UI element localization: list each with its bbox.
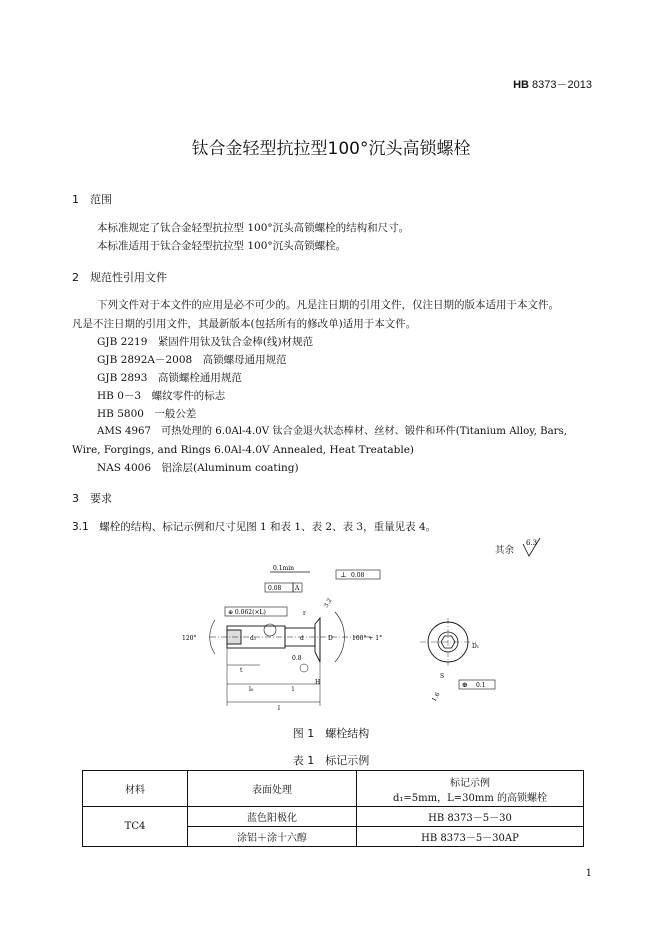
label-t: t	[240, 667, 243, 674]
refs-intro-2: 凡是不注日期的引用文件，其最新版本(包括所有的修改单)适用于本文件。	[72, 318, 417, 330]
label-l0: l₀	[249, 686, 254, 693]
cell-surface: 涂铝＋涂十六醇	[188, 827, 357, 847]
label-datum: A	[295, 585, 300, 592]
label-3-2: 3.2	[322, 597, 334, 609]
bolt-structure-drawing	[170, 560, 500, 720]
label-perp: 0.08	[351, 572, 365, 579]
label-D: D	[328, 635, 333, 642]
bolt-body	[210, 618, 370, 662]
label-D1: D₁	[472, 643, 480, 650]
ref-item: NAS 4006 铝涂层(Aluminum coating)	[97, 462, 299, 474]
clause-3-1	[72, 518, 436, 536]
label-angle-100: 100° + 1°	[352, 635, 383, 642]
label-r: r	[303, 610, 306, 617]
label-angle-120: 120°	[182, 635, 197, 642]
ref-item: HB 5800 一般公差	[97, 408, 197, 420]
label-tol2: 0.08	[268, 585, 282, 592]
section-1-heading: 1 范围	[72, 193, 112, 206]
svg-text:⊕: ⊕	[462, 681, 468, 689]
clause-text: 螺栓的结构、标记示例和尺寸见图 1 和表 1、表 2、表 3，重量见表 4。	[99, 521, 437, 533]
label-d: d	[300, 635, 304, 642]
header-mark: 标记示例 d₁=5mm，L=30mm 的高锁螺栓	[357, 771, 584, 807]
table-header-row	[83, 771, 584, 807]
page-number: 1	[585, 868, 592, 879]
figure-caption: 图 1 螺栓结构	[292, 727, 370, 740]
cell-material: TC4	[83, 807, 188, 847]
refs-intro-1: 下列文件对于本文件的应用是必不可少的。凡是注日期的引用文件，仅注日期的版本适用于本文件。	[97, 299, 559, 311]
scope-paragraph-1: 本标准规定了钛合金轻型抗拉型 100°沉头高锁螺栓的结构和尺寸。	[97, 222, 410, 234]
table-caption: 表 1 标记示例	[292, 754, 370, 767]
header-material: 材料	[83, 771, 188, 807]
cell-mark: HB 8373－5－30AP	[357, 827, 584, 847]
clause-number: 3.1	[72, 521, 89, 533]
label-1-6: 1.6	[430, 691, 442, 703]
section-2-heading: 2 规范性引用文件	[72, 271, 167, 284]
label-length: l	[278, 705, 280, 712]
bolt-end-view	[420, 618, 495, 689]
page-title: 钛合金轻型抗拉型100°沉头高锁螺栓	[191, 139, 471, 159]
ref-item: AMS 4967 可热处理的 6.0Al-4.0V 钛合金退火状态棒材、丝材、锻件和环件(Titanium Alloy, Bars,	[97, 426, 567, 437]
ref-item: HB 0－3 螺纹零件的标志	[97, 390, 226, 402]
standard-number: HB 8373－2013	[513, 79, 592, 91]
roughness-symbol	[520, 536, 550, 558]
ref-item: GJB 2893 高锁螺栓通用规范	[97, 372, 242, 384]
tolerance-frames	[225, 565, 380, 616]
ref-item-continuation: Wire, Forgings, and Rings 6.0Al-4.0V Annealed, Heat Treatable)	[72, 444, 415, 456]
ref-item: GJB 2219 紧固件用钛及钛合金棒(线)材规范	[97, 336, 314, 348]
label-position: ⊕ 0.062(×L)	[228, 609, 266, 616]
section-3-heading: 3 要求	[72, 492, 112, 505]
roughness-value: 6.3	[526, 539, 538, 547]
label-H: H	[315, 679, 321, 686]
cell-surface: 蓝色阳极化	[188, 807, 357, 827]
ref-item: GJB 2892A－2008 高锁螺母通用规范	[97, 354, 287, 366]
label-l: l	[292, 686, 294, 693]
label-d1: d₁	[250, 635, 257, 642]
rest-roughness-label: 其余	[495, 545, 515, 556]
label-position-2: 0.1	[476, 682, 486, 689]
svg-text:⊥: ⊥	[340, 571, 347, 579]
label-tol1: 0.1min	[273, 565, 295, 572]
marking-example-table	[82, 770, 584, 847]
label-S: S	[440, 673, 445, 680]
table-row	[83, 807, 584, 827]
header-surface: 表面处理	[188, 771, 357, 807]
cell-mark: HB 8373－5－30	[357, 807, 584, 827]
label-0-8: 0.8	[292, 655, 302, 662]
scope-paragraph-2: 本标准适用于钛合金轻型抗拉型 100°沉头高锁螺栓。	[97, 240, 347, 252]
